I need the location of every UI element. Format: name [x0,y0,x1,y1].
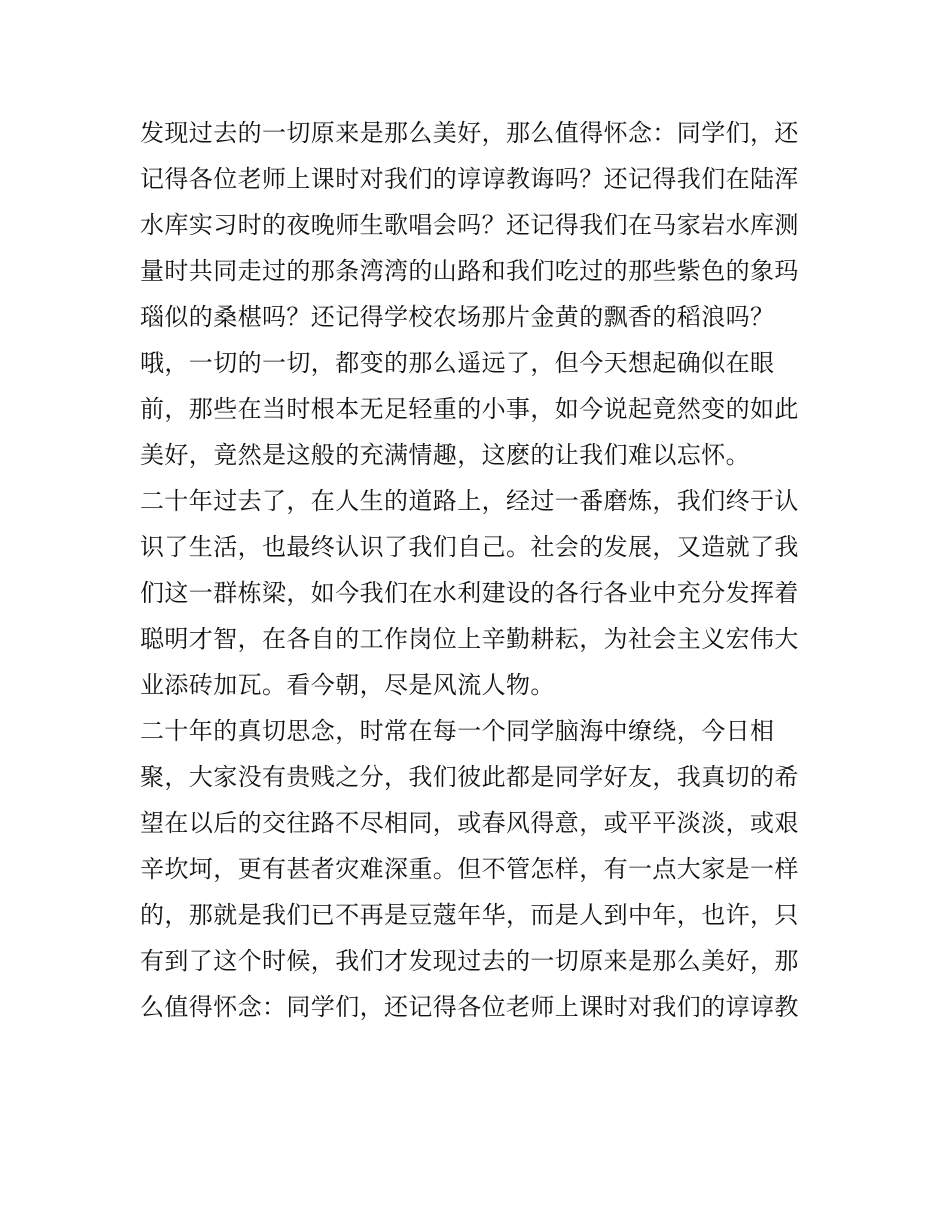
text-line: 聪明才智，在各自的工作岗位上辛勤耕耘，为社会主义宏伟大 [140,625,799,653]
text-line: 美好，竟然是这般的充满情趣，这麽的让我们难以忘怀。 [140,441,750,469]
text-line: 哦，一切的一切，都变的那么遥远了，但今天想起确似在眼 [140,349,775,377]
text-line: 记得各位老师上课时对我们的谆谆教诲吗？还记得我们在陆浑 [140,165,799,193]
text-line: 二十年过去了，在人生的道路上，经过一番磨炼，我们终于认 [140,487,799,515]
text-line: 发现过去的一切原来是那么美好，那么值得怀念：同学们，还 [140,119,799,147]
text-line: 水库实习时的夜晚师生歌唱会吗？还记得我们在马家岩水库测 [140,211,799,239]
text-line: 望在以后的交往路不尽相同，或春风得意，或平平淡淡，或艰 [140,809,799,837]
text-line: 的，那就是我们已不再是豆蔻年华，而是人到中年，也许，只 [140,901,799,929]
text-line: 瑙似的桑椹吗？还记得学校农场那片金黄的飘香的稻浪吗？ [140,303,775,331]
text-line: 识了生活，也最终认识了我们自己。社会的发展，又造就了我 [140,533,799,561]
text-line: 二十年的真切思念，时常在每一个同学脑海中缭绕，今日相 [140,717,775,745]
text-line: 量时共同走过的那条湾湾的山路和我们吃过的那些紫色的象玛 [140,257,799,285]
text-line: 业添砖加瓦。看今朝，尽是风流人物。 [140,671,555,699]
text-line: 聚，大家没有贵贱之分，我们彼此都是同学好友，我真切的希 [140,763,799,791]
text-line: 辛坎坷，更有甚者灾难深重。但不管怎样，有一点大家是一样 [140,855,799,883]
text-line: 前，那些在当时根本无足轻重的小事，如今说起竟然变的如此 [140,395,799,423]
text-line: 们这一群栋梁，如今我们在水利建设的各行各业中充分发挥着 [140,579,799,607]
body-text [140,110,820,1030]
text-line: 有到了这个时候，我们才发现过去的一切原来是那么美好，那 [140,947,799,975]
text-line: 么值得怀念：同学们，还记得各位老师上课时对我们的谆谆教 [140,993,799,1021]
